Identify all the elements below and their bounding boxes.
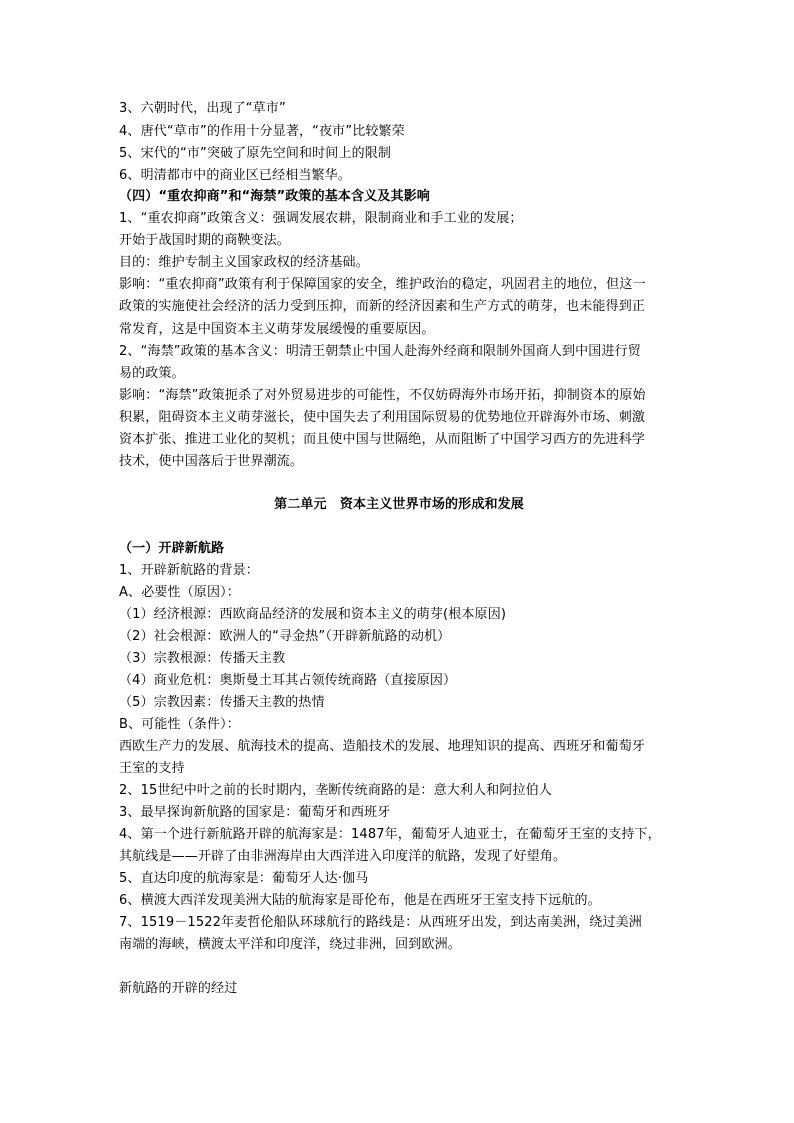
text-line: 3、最早探询新航路的国家是：葡萄牙和西班牙 — [119, 805, 391, 820]
section-heading: （四）“重农抑商”和“海禁”政策的基本含义及其影响 — [119, 189, 430, 204]
text-line: 其航线是——开辟了由非洲海岸由大西洋进入印度洋的航路，发现了好望角。 — [119, 849, 567, 864]
text-line: 开始于战国时期的商鞅变法。 — [119, 233, 290, 248]
text-line: 政策的实施使社会经济的活力受到压抑，而新的经济因素和生产方式的萌芽，也未能得到正 — [119, 299, 646, 314]
text-line: 南端的海峡，横渡太平洋和印度洋，绕过非洲，回到欧洲。 — [119, 937, 461, 952]
unit-title: 第二单元 资本主义世界市场的形成和发展 — [274, 497, 524, 512]
text-line: 2、15世纪中叶之前的长时期内，垄断传统商路的是：意大利人和阿拉伯人 — [119, 783, 552, 798]
text-line: （2）社会根源：欧洲人的“寻金热”（开辟新航路的动机） — [119, 629, 451, 644]
text-line: 4、第一个进行新航路开辟的航海家是：1487年，葡萄牙人迪亚士，在葡萄牙王室的支持下， — [119, 827, 661, 842]
text-line: 3、六朝时代，出现了“草市” — [119, 101, 286, 116]
text-line: 6、横渡大西洋发现美洲大陆的航海家是哥伦布，他是在西班牙王室支持下远航的。 — [119, 893, 601, 908]
text-line: 资本扩张、推进工业化的契机；而且使中国与世隔绝，从而阻断了中国学习西方的先进科学 — [119, 432, 646, 447]
text-line: 影响：“重农抑商”政策有利于保障国家的安全，维护政治的稳定，巩固君主的地位，但这一 — [119, 277, 646, 292]
text-line: （1）经济根源：西欧商品经济的发展和资本主义的萌芽(根本原因) — [119, 607, 507, 622]
text-line: 7、1519－1522年麦哲伦船队环球航行的路线是：从西班牙出发，到达南美洲，绕过美洲 — [119, 915, 642, 930]
text-line: 5、宋代的“市”突破了原先空间和时间上的限制 — [119, 146, 392, 161]
text-line: 积累，阻碍资本主义萌芽滋长，使中国失去了利用国际贸易的优势地位开辟海外市场、刺激 — [119, 410, 646, 425]
text-line: 易的政策。 — [119, 366, 185, 381]
text-line: 影响：“海禁”政策扼杀了对外贸易进步的可能性，不仅妨碍海外市场开拓，抑制资本的原始 — [119, 388, 646, 403]
text-line: 1、“重农抑商”政策含义：强调发展农耕，限制商业和手工业的发展； — [119, 211, 523, 226]
text-line: 目的：维护专制主义国家政权的经济基础。 — [119, 255, 369, 270]
text-line: （5）宗教因素：传播天主教的热情 — [119, 695, 325, 710]
text-line: B、可能性（条件）： — [119, 717, 240, 732]
text-line: 王室的支持 — [119, 761, 185, 776]
text-line: 5、直达印度的航海家是：葡萄牙人达·伽马 — [119, 871, 369, 886]
text-line: （3）宗教根源：传播天主教 — [119, 651, 286, 666]
section-heading: （一）开辟新航路 — [119, 541, 225, 556]
text-line: 6、明清都市中的商业区已经相当繁华。 — [119, 168, 351, 183]
text-line: 4、唐代“草市”的作用十分显著，“夜市”比较繁荣 — [119, 124, 405, 139]
text-line: 1、开辟新航路的背景： — [119, 563, 259, 578]
text-line: 新航路的开辟的经过 — [119, 981, 238, 996]
text-line: （4）商业危机：奥斯曼土耳其占领传统商路（直接原因） — [119, 673, 457, 688]
text-line: 2、“海禁”政策的基本含义：明清王朝禁止中国人赴海外经商和限制外国商人到中国进行贸 — [119, 344, 641, 359]
text-line: A、必要性（原因）： — [119, 585, 240, 600]
text-line: 技术，使中国落后于世界潮流。 — [119, 454, 304, 469]
text-line: 常发育，这是中国资本主义萌芽发展缓慢的重要原因。 — [119, 322, 435, 337]
text-line: 西欧生产力的发展、航海技术的提高、造船技术的发展、地理知识的提高、西班牙和葡萄牙 — [119, 739, 646, 754]
